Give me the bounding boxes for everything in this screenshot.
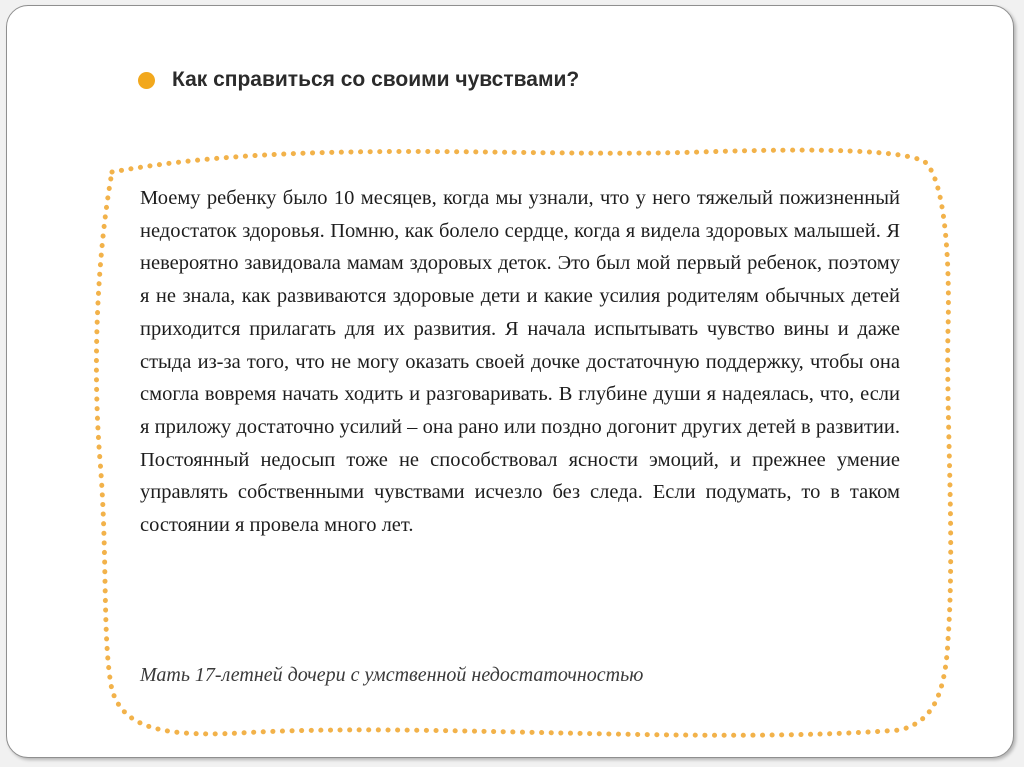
quote-text: Моему ребенку было 10 месяцев, когда мы узнали, что у него тяжелый пожизненный недостаток здоровья. Помню, как болело сердце, когда я видела здоровых малышей. Я невероятно завидовала мамам здоровых деток. Это был мой первый ребенок, поэтому я не знала, как развиваются здоровые дети и какие усилия родителям обычных детей приходится прилагать для их развития. Я начала испытывать чувство вины и даже стыда из-за того, что не могу оказать своей дочке достаточную поддержку, чтобы она смогла вовремя начать ходить и разговаривать. В глубине души я надеялась, что, если я приложу достаточно усилий – она рано или поздно догонит других детей в развитии. Постоянный недосып тоже не способствовал ясности эмоций, и прежнее умение управлять собственными чувствами исчезло без следа. Если подумать, то в таком состоянии я провела много лет. <box>140 187 900 537</box>
quote-block <box>140 182 900 542</box>
heading-title: Как справиться со своими чувствами? <box>172 68 580 91</box>
slide-heading <box>138 65 579 95</box>
bullet-dot-icon <box>138 72 155 89</box>
quote-attribution: Мать 17-летней дочери с умственной недостаточностью <box>140 664 644 686</box>
